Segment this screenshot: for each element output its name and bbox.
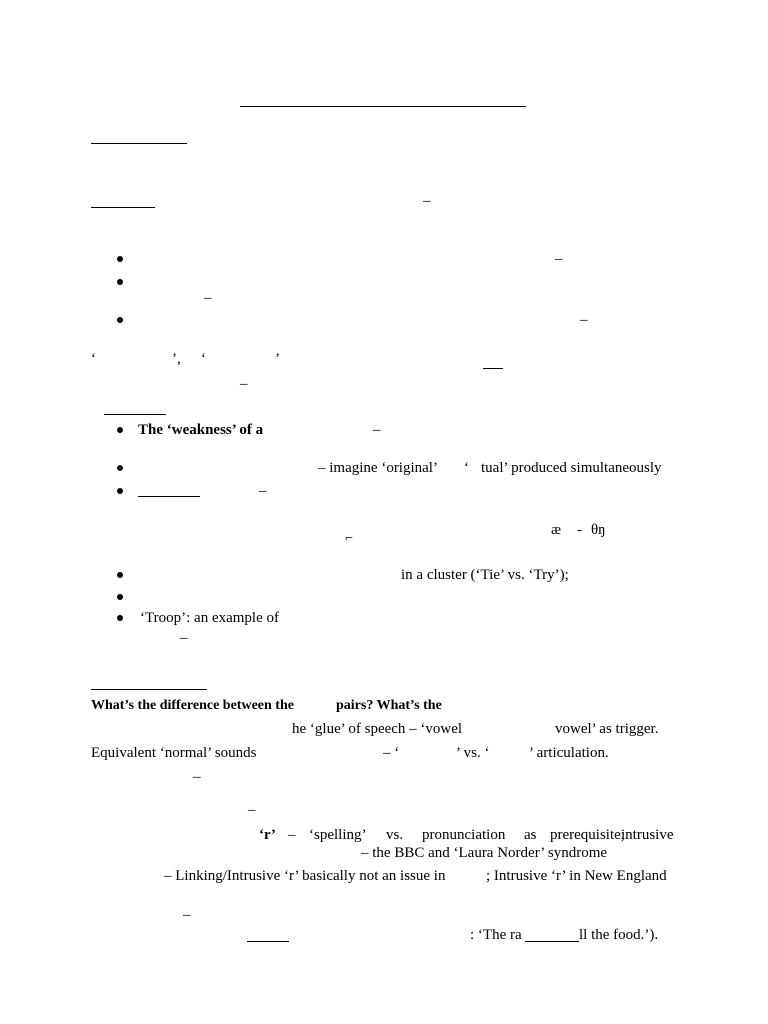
bullet-marker: [117, 594, 123, 600]
bullet-marker: [117, 279, 123, 285]
r-dash: –: [288, 827, 296, 843]
bullet-marker: [117, 615, 123, 621]
r-word-prerequisite: prerequisite;: [550, 827, 625, 843]
title-rule: [240, 106, 526, 107]
quote-mark: ’: [275, 351, 280, 367]
equivalent-quote-1: – ‘: [383, 745, 400, 761]
dash-mark: –: [248, 802, 256, 818]
blank-underline: [525, 941, 579, 942]
blank-underline: [138, 496, 200, 497]
quote-mark: ‘: [464, 460, 469, 476]
dash-mark: –: [259, 483, 267, 499]
bbc-text: – the BBC and ‘Laura Norder’ syndrome: [361, 845, 608, 861]
dash-mark: –: [423, 193, 431, 209]
bullet-text-weakness: The ‘weakness’ of a: [138, 422, 264, 438]
section-heading-rule-1: [91, 143, 187, 144]
r-symbol: ‘r’: [259, 827, 276, 843]
quote-mark: ‘: [91, 351, 96, 367]
equivalent-articulation: ’ articulation.: [529, 745, 609, 761]
bullet-text-imagine: – imagine ‘original’: [318, 460, 438, 476]
section-heading-rule-2: [91, 689, 207, 690]
glue-text-start: he ‘glue’ of speech – ‘vowel: [292, 721, 463, 737]
bullet-text-cluster: in a cluster (‘Tie’ vs. ‘Try’);: [401, 567, 569, 583]
question-text-end: pairs? What’s the: [336, 698, 442, 713]
dash-mark: –: [580, 312, 588, 328]
subheading-rule-1: [91, 207, 155, 208]
r-word-intrusive: intrusive: [621, 827, 674, 843]
phonetic-theta-ng: θŋ: [591, 522, 606, 538]
dash-mark: –: [373, 422, 381, 438]
short-underline: [483, 368, 503, 369]
r-word-pronunciation: pronunciation: [422, 827, 506, 843]
quote-mark: ‘: [201, 351, 206, 367]
new-england-text: ; Intrusive ‘r’ in New England: [486, 868, 667, 884]
bullet-marker: [117, 488, 123, 494]
ra-text-end: ll the food.’).: [579, 927, 659, 943]
dash-mark: –: [183, 907, 191, 923]
bullet-text-tual: tual’ produced simultaneously: [481, 460, 662, 476]
quote-mark: ’,: [172, 351, 181, 367]
dash-mark: –: [180, 630, 188, 646]
question-text-start: What’s the difference between the: [91, 698, 294, 713]
bullet-marker: [117, 465, 123, 471]
bullet-marker: [117, 317, 123, 323]
blank-underline: [247, 941, 289, 942]
subheading-rule-2: [104, 414, 166, 415]
r-word-spelling: ‘spelling’: [309, 827, 367, 843]
r-word-as: as: [524, 827, 537, 843]
r-word-vs: vs.: [386, 827, 404, 843]
bullet-marker: [117, 427, 123, 433]
dash-mark: –: [193, 769, 201, 785]
linking-text: – Linking/Intrusive ‘r’ basically not an issue in: [164, 868, 446, 884]
corner-symbol: ⌐: [345, 531, 353, 546]
bullet-marker: [117, 572, 123, 578]
dash-mark: –: [555, 251, 563, 267]
dash-mark: –: [204, 290, 212, 306]
equivalent-vs: ’ vs. ‘: [456, 745, 490, 761]
dash-mark: –: [240, 376, 248, 392]
equivalent-text: Equivalent ‘normal’ sounds: [91, 745, 257, 761]
glue-text-end: vowel’ as trigger.: [555, 721, 659, 737]
bullet-marker: [117, 256, 123, 262]
bullet-text-troop: ‘Troop’: an example of: [140, 610, 279, 626]
phonetic-ae: æ: [551, 522, 562, 538]
phonetic-hyphen: -: [577, 522, 582, 538]
ra-text-start: : ‘The ra: [470, 927, 522, 943]
